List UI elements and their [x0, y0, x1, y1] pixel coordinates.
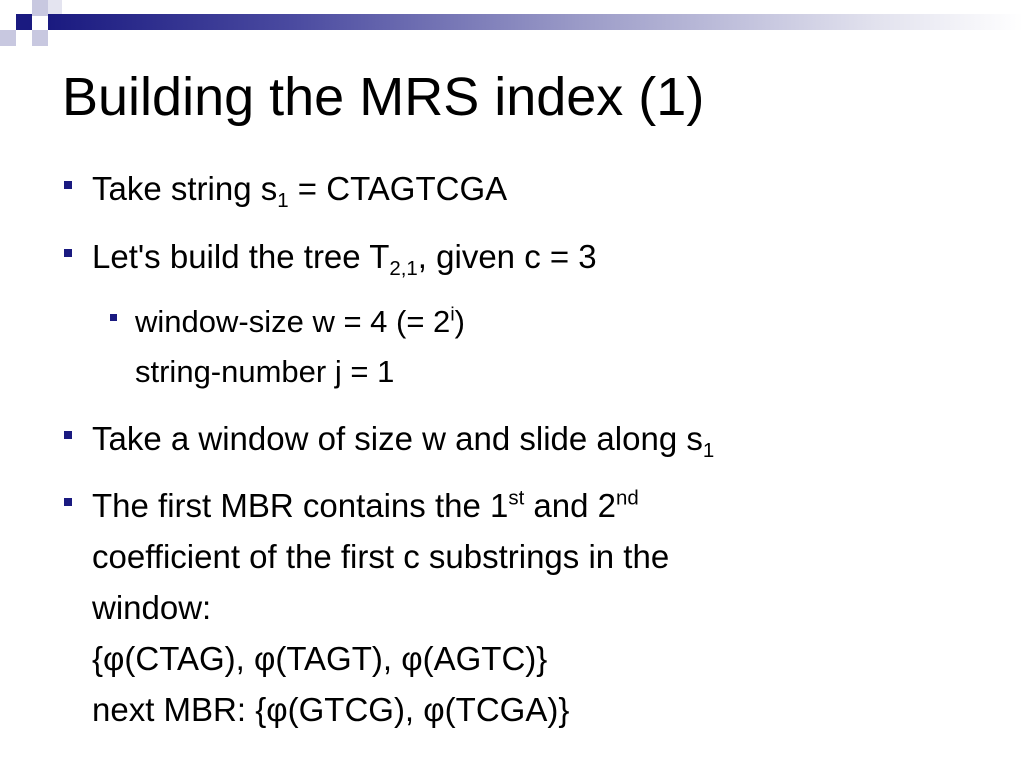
subscript: 2,1	[389, 257, 418, 281]
deco-square	[16, 14, 32, 30]
bullet-text: = CTAGTCGA	[288, 170, 508, 207]
deco-square	[0, 30, 16, 46]
square-bullet-icon	[64, 249, 72, 257]
slide-title: Building the MRS index (1)	[62, 67, 705, 127]
superscript: i	[450, 304, 455, 326]
bullet-text: )	[454, 304, 465, 339]
bullet-line: next MBR: {φ(GTCG), φ(TCGA)}	[92, 691, 570, 728]
sub-bullet-item	[135, 297, 465, 397]
bullet-text: , given c = 3	[417, 238, 597, 275]
bullet-text: Take a window of size w and slide along s	[92, 420, 703, 457]
bullet-line: coefficient of the first c substrings in the	[92, 538, 670, 575]
corner-decoration	[0, 0, 1023, 50]
bullet-line: window:	[92, 589, 212, 626]
sub-bullet-line	[135, 297, 465, 347]
bullet-line: {φ(CTAG), φ(TAGT), φ(AGTC)}	[92, 640, 548, 677]
subscript: 1	[277, 189, 289, 213]
square-bullet-icon	[110, 314, 117, 321]
deco-gradient-bar	[48, 14, 1023, 30]
deco-square	[32, 30, 48, 46]
superscript: st	[508, 486, 525, 510]
bullet-text: Let's build the tree T	[92, 238, 390, 275]
square-bullet-icon	[64, 498, 72, 506]
bullet-text: Take string s	[92, 170, 278, 207]
subscript: 1	[702, 439, 715, 463]
deco-square	[48, 0, 62, 14]
bullet-item	[92, 480, 669, 735]
square-bullet-icon	[64, 431, 72, 439]
superscript: nd	[616, 486, 639, 510]
deco-square	[32, 0, 48, 16]
bullet-item	[92, 413, 714, 464]
square-bullet-icon	[64, 181, 72, 189]
bullet-text: and 2	[524, 487, 616, 524]
bullet-text: window-size w = 4 (= 2	[135, 304, 451, 339]
bullet-item	[92, 231, 597, 282]
bullet-text: The first MBR contains the 1	[92, 487, 509, 524]
sub-bullet-line: string-number j = 1	[135, 354, 395, 389]
bullet-line	[92, 480, 669, 531]
bullet-item	[92, 163, 507, 214]
